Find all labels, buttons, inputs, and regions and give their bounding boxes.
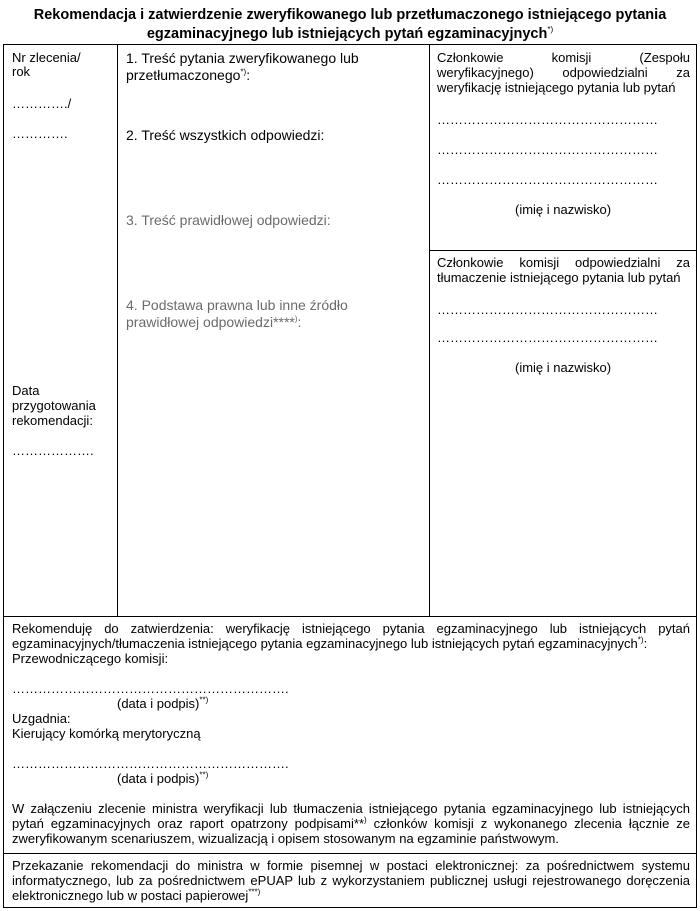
translation-label-line-1: Członkowie komisji odpowiedzialni za [437,255,690,270]
verification-member-field-3[interactable]: …………………………………………… [437,172,658,187]
recommend-line-2: egzaminacyjnych/tłumaczenia istniejącego pytania egzaminacyjnego lub istniejących pytań egzaminacyjnych*): [12,635,648,651]
translation-member-field-1[interactable]: …………………………………………… [437,302,658,317]
title-line-2: egzaminacyjnego lub istniejących pytań egzaminacyjnych*) [146,25,554,42]
date-label-1: Data [12,383,40,398]
verification-member-field-1[interactable]: …………………………………………… [437,112,658,127]
footer-row-divider [3,853,697,854]
translation-name-caption: (imię i nazwisko) [515,360,612,375]
attachment-note: W załączeniu zlecenie ministra weryfikacji lub tłumaczenia istniejącego pytania egzaminacyjnego lub istniejących pytań egzaminacyjnych oraz raport opatrzony podpisami**) członków komisji z wykonanego zlecenia łącznie ze zweryfikowanym scenariuszem, wizualizacją i opisem stosowanym na egzaminie państwowym. [12,801,690,846]
q1-label-line-1: 1. Treść pytania zweryfikowanego lub [126,50,359,66]
chair-signature-field[interactable]: ………………………………………………………. [12,681,289,696]
verification-label-line-3: weryfikację istniejącego pytania lub pytań [437,80,676,95]
q4-label-line-2: prawidłowej odpowiedzi****): [126,314,302,330]
date-label-3: rekomendacji: [12,413,93,428]
q1-label-line-2: przetłumaczonego*): [126,67,251,83]
translation-member-field-2[interactable]: …………………………………………… [437,330,658,345]
chair-label: Przewodniczącego komisji: [12,651,169,666]
date-field[interactable]: ………………. [12,443,94,458]
unit-head-signature-caption: (data i podpis)**) [117,770,209,786]
verification-label-line-2: weryfikacyjnego) odpowiedzialni za [437,65,690,80]
order-number-field[interactable]: …………./ [12,96,72,111]
q4-label-line-1: 4. Podstawa prawna lub inne źródło [126,297,348,313]
translation-label-line-2: tłumaczenie istniejącego pytania lub pytań [437,270,681,285]
submission-note: Przekazanie rekomendacji do ministra w formie pisemnej w postaci elektronicznej: za pośrednictwem systemu informatycznego, lub za pośrednictwem ePUAP lub z wykorzystaniem publicznej usługi rejestrowanego doręczenia elektronicznego lub w postaci papierowej***) [12,858,690,903]
date-label-2: przygotowania [12,398,96,413]
verification-member-field-2[interactable]: …………………………………………… [437,142,658,157]
order-number-label-1: Nr zlecenia/ [12,50,81,65]
unit-head-signature-field[interactable]: ………………………………………………………. [12,756,289,771]
chair-signature-caption: (data i podpis)**) [117,695,209,711]
table-row-divider [3,616,697,617]
document-title [0,6,700,44]
agree-label: Uzgadnia: [12,711,71,726]
order-number-label-2: rok [12,64,31,79]
title-line-1: Rekomendacja i zatwierdzenie zweryfikowanego lub przetłumaczonego istniejącego pytania [33,7,667,23]
recommend-line-1: Rekomenduję do zatwierdzenia: weryfikację istniejącego pytania egzaminacyjnego lub istniejących pytań [12,621,690,636]
verification-name-caption: (imię i nazwisko) [515,202,612,217]
unit-head-label: Kierujący komórką merytoryczną [12,726,201,741]
column-divider-left [117,44,118,616]
verification-label-line-1: Członkowie komisji (Zespołu [437,50,690,65]
column-divider-right [429,44,430,616]
q3-label: 3. Treść prawidłowej odpowiedzi: [126,212,331,228]
q2-label: 2. Treść wszystkich odpowiedzi: [126,127,325,143]
order-year-field[interactable]: …………. [12,126,68,141]
right-cell-divider [429,250,697,251]
